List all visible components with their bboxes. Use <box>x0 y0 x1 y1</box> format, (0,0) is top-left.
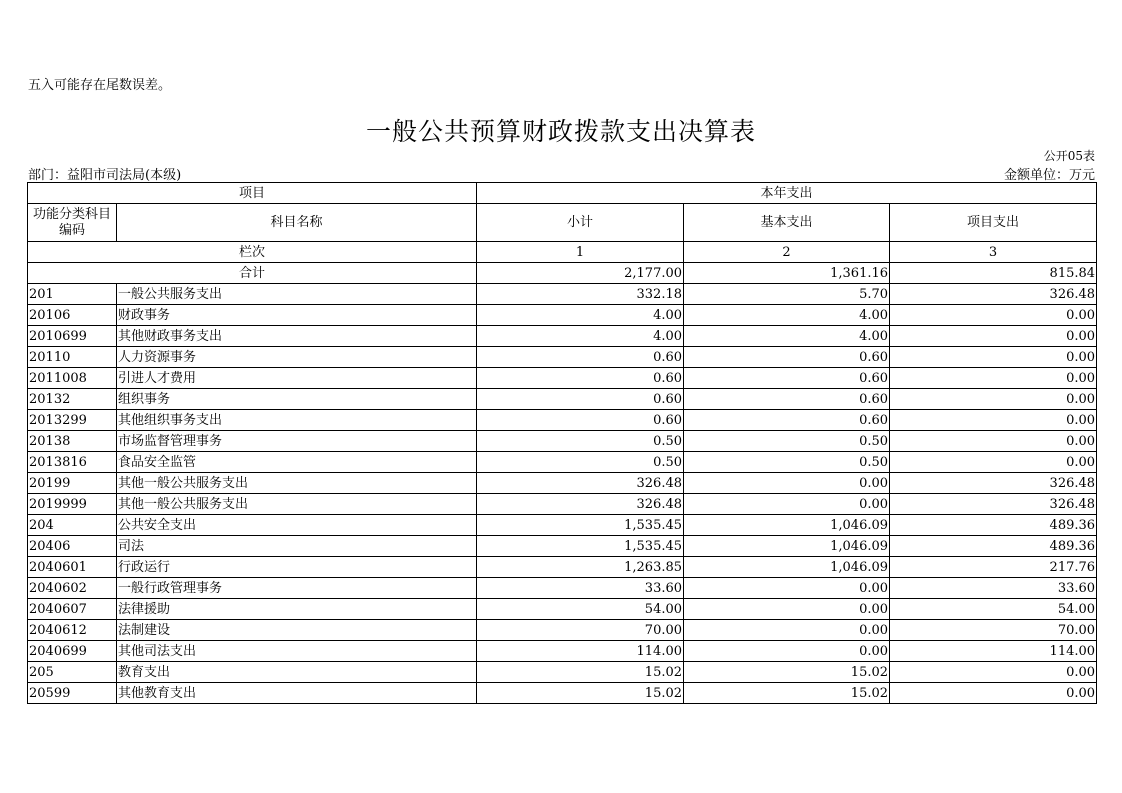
row-basic: 0.60 <box>684 389 890 410</box>
table-row <box>28 284 1097 305</box>
row-subtotal: 0.60 <box>477 368 684 389</box>
row-basic: 0.60 <box>684 368 890 389</box>
row-name: 其他财政事务支出 <box>117 326 477 347</box>
row-subtotal: 0.60 <box>477 410 684 431</box>
amount-unit-label: 金额单位：万元 <box>1003 168 1095 183</box>
row-subtotal: 332.18 <box>477 284 684 305</box>
table-row <box>28 557 1097 578</box>
row-code: 2040601 <box>28 557 117 578</box>
row-basic: 0.00 <box>684 494 890 515</box>
row-name: 引进人才费用 <box>117 368 477 389</box>
row-basic: 1,046.09 <box>684 536 890 557</box>
table-row <box>28 578 1097 599</box>
row-code: 2040699 <box>28 641 117 662</box>
row-project: 33.60 <box>890 578 1097 599</box>
row-project: 326.48 <box>890 284 1097 305</box>
total-project: 815.84 <box>890 263 1097 284</box>
table-body <box>28 284 1097 704</box>
header-col-2: 2 <box>684 242 890 263</box>
row-subtotal: 1,535.45 <box>477 515 684 536</box>
header-subtotal: 小计 <box>477 204 684 242</box>
row-basic: 0.00 <box>684 641 890 662</box>
table-row <box>28 515 1097 536</box>
row-name: 行政运行 <box>117 557 477 578</box>
row-code: 2040612 <box>28 620 117 641</box>
total-label: 合计 <box>28 263 477 284</box>
row-project: 0.00 <box>890 368 1097 389</box>
row-basic: 4.00 <box>684 326 890 347</box>
row-code: 2011008 <box>28 368 117 389</box>
table-row <box>28 599 1097 620</box>
table-row <box>28 326 1097 347</box>
rounding-note: 五入可能存在尾数误差。 <box>28 78 172 93</box>
table-row <box>28 410 1097 431</box>
form-number: 公开05表 <box>1043 149 1095 163</box>
row-subtotal: 33.60 <box>477 578 684 599</box>
table-row <box>28 368 1097 389</box>
row-basic: 1,046.09 <box>684 557 890 578</box>
row-name: 其他教育支出 <box>117 683 477 704</box>
table-row <box>28 536 1097 557</box>
row-code: 20599 <box>28 683 117 704</box>
table-row <box>28 662 1097 683</box>
row-basic: 0.00 <box>684 473 890 494</box>
row-basic: 0.00 <box>684 599 890 620</box>
row-code: 204 <box>28 515 117 536</box>
row-subtotal: 54.00 <box>477 599 684 620</box>
row-project: 217.76 <box>890 557 1097 578</box>
row-basic: 15.02 <box>684 683 890 704</box>
table-row <box>28 431 1097 452</box>
header-project-expenditure: 项目支出 <box>890 204 1097 242</box>
row-name: 一般公共服务支出 <box>117 284 477 305</box>
row-code: 2013816 <box>28 452 117 473</box>
department-label: 部门：益阳市司法局(本级) <box>28 168 182 183</box>
row-project: 114.00 <box>890 641 1097 662</box>
row-project: 0.00 <box>890 683 1097 704</box>
header-column-no: 栏次 <box>28 242 477 263</box>
row-name: 市场监督管理事务 <box>117 431 477 452</box>
row-project: 0.00 <box>890 389 1097 410</box>
header-current-year: 本年支出 <box>477 183 1097 204</box>
row-basic: 0.00 <box>684 578 890 599</box>
row-subtotal: 326.48 <box>477 494 684 515</box>
row-subtotal: 4.00 <box>477 326 684 347</box>
row-code: 205 <box>28 662 117 683</box>
header-col-3: 3 <box>890 242 1097 263</box>
row-code: 2040602 <box>28 578 117 599</box>
row-code: 20110 <box>28 347 117 368</box>
row-name: 组织事务 <box>117 389 477 410</box>
row-code: 2013299 <box>28 410 117 431</box>
row-name: 法制建设 <box>117 620 477 641</box>
row-basic: 15.02 <box>684 662 890 683</box>
row-subtotal: 0.50 <box>477 452 684 473</box>
row-basic: 0.00 <box>684 620 890 641</box>
row-basic: 0.50 <box>684 452 890 473</box>
row-code: 20132 <box>28 389 117 410</box>
row-project: 0.00 <box>890 347 1097 368</box>
row-basic: 1,046.09 <box>684 515 890 536</box>
row-project: 54.00 <box>890 599 1097 620</box>
row-project: 0.00 <box>890 305 1097 326</box>
table-row <box>28 389 1097 410</box>
expenditure-table <box>27 182 1097 704</box>
row-subtotal: 70.00 <box>477 620 684 641</box>
row-name: 法律援助 <box>117 599 477 620</box>
header-basic: 基本支出 <box>684 204 890 242</box>
row-name: 教育支出 <box>117 662 477 683</box>
row-name: 其他一般公共服务支出 <box>117 494 477 515</box>
table-row <box>28 452 1097 473</box>
row-code: 2019999 <box>28 494 117 515</box>
row-subtotal: 1,263.85 <box>477 557 684 578</box>
row-project: 489.36 <box>890 536 1097 557</box>
row-project: 0.00 <box>890 452 1097 473</box>
row-name: 其他组织事务支出 <box>117 410 477 431</box>
row-name: 其他司法支出 <box>117 641 477 662</box>
row-code: 20199 <box>28 473 117 494</box>
row-name: 财政事务 <box>117 305 477 326</box>
row-project: 70.00 <box>890 620 1097 641</box>
row-name: 司法 <box>117 536 477 557</box>
table-row <box>28 494 1097 515</box>
row-subtotal: 4.00 <box>477 305 684 326</box>
row-project: 489.36 <box>890 515 1097 536</box>
header-code: 功能分类科目编码 <box>28 204 117 242</box>
row-project: 326.48 <box>890 494 1097 515</box>
total-basic: 1,361.16 <box>684 263 890 284</box>
row-subtotal: 114.00 <box>477 641 684 662</box>
row-basic: 0.50 <box>684 431 890 452</box>
row-subtotal: 1,535.45 <box>477 536 684 557</box>
row-subtotal: 15.02 <box>477 683 684 704</box>
table-row <box>28 641 1097 662</box>
row-name: 食品安全监管 <box>117 452 477 473</box>
table-row <box>28 305 1097 326</box>
row-code: 20106 <box>28 305 117 326</box>
row-basic: 5.70 <box>684 284 890 305</box>
row-subtotal: 0.50 <box>477 431 684 452</box>
row-subtotal: 0.60 <box>477 347 684 368</box>
row-project: 0.00 <box>890 431 1097 452</box>
row-subtotal: 0.60 <box>477 389 684 410</box>
row-project: 0.00 <box>890 410 1097 431</box>
row-name: 人力资源事务 <box>117 347 477 368</box>
row-code: 20138 <box>28 431 117 452</box>
row-basic: 4.00 <box>684 305 890 326</box>
row-project: 326.48 <box>890 473 1097 494</box>
table-row <box>28 473 1097 494</box>
row-code: 2040607 <box>28 599 117 620</box>
table-row <box>28 347 1097 368</box>
row-subtotal: 15.02 <box>477 662 684 683</box>
total-subtotal: 2,177.00 <box>477 263 684 284</box>
row-code: 20406 <box>28 536 117 557</box>
row-name: 公共安全支出 <box>117 515 477 536</box>
row-name: 其他一般公共服务支出 <box>117 473 477 494</box>
header-project: 项目 <box>28 183 477 204</box>
table-row <box>28 620 1097 641</box>
row-basic: 0.60 <box>684 410 890 431</box>
row-project: 0.00 <box>890 662 1097 683</box>
row-code: 201 <box>28 284 117 305</box>
row-subtotal: 326.48 <box>477 473 684 494</box>
row-project: 0.00 <box>890 326 1097 347</box>
row-basic: 0.60 <box>684 347 890 368</box>
row-code: 2010699 <box>28 326 117 347</box>
row-name: 一般行政管理事务 <box>117 578 477 599</box>
header-name: 科目名称 <box>117 204 477 242</box>
table-row <box>28 683 1097 704</box>
header-col-1: 1 <box>477 242 684 263</box>
page-title: 一般公共预算财政拨款支出决算表 <box>365 117 756 146</box>
